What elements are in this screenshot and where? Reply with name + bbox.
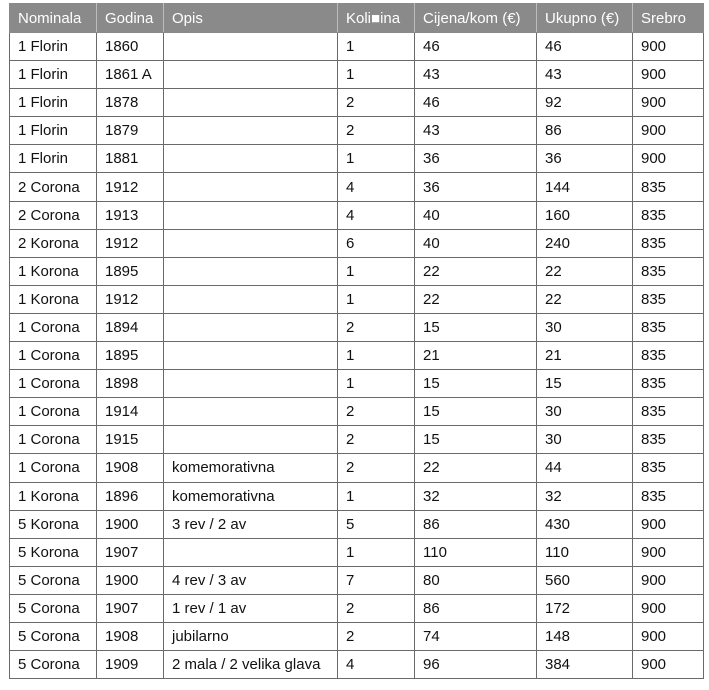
cell-nominala: 5 Korona (10, 510, 97, 538)
coin-table (9, 3, 704, 679)
cell-nominala: 5 Corona (10, 622, 97, 650)
table-row (10, 173, 704, 201)
cell-srebro: 835 (633, 426, 704, 454)
cell-cijena-kom: 86 (415, 510, 537, 538)
cell-nominala: 1 Corona (10, 426, 97, 454)
table-row (10, 622, 704, 650)
cell-nominala: 2 Korona (10, 229, 97, 257)
table-row (10, 117, 704, 145)
table-row (10, 89, 704, 117)
cell-ukupno: 172 (537, 594, 633, 622)
cell-cijena-kom: 15 (415, 398, 537, 426)
cell-srebro: 835 (633, 313, 704, 341)
cell-srebro: 900 (633, 117, 704, 145)
cell-cijena-kom: 110 (415, 538, 537, 566)
cell-kolicina: 2 (338, 594, 415, 622)
cell-kolicina: 2 (338, 454, 415, 482)
cell-kolicina: 2 (338, 426, 415, 454)
cell-godina: 1908 (97, 454, 164, 482)
cell-opis (164, 538, 338, 566)
cell-nominala: 1 Korona (10, 285, 97, 313)
cell-srebro: 835 (633, 201, 704, 229)
cell-ukupno: 46 (537, 33, 633, 61)
table-row (10, 370, 704, 398)
cell-ukupno: 384 (537, 651, 633, 679)
cell-ukupno: 21 (537, 342, 633, 370)
cell-godina: 1913 (97, 201, 164, 229)
table-row (10, 33, 704, 61)
cell-godina: 1900 (97, 566, 164, 594)
cell-ukupno: 44 (537, 454, 633, 482)
cell-nominala: 5 Corona (10, 651, 97, 679)
cell-srebro: 900 (633, 33, 704, 61)
cell-kolicina: 1 (338, 342, 415, 370)
table-row (10, 566, 704, 594)
cell-kolicina: 5 (338, 510, 415, 538)
cell-godina: 1861 A (97, 61, 164, 89)
table-row (10, 61, 704, 89)
cell-kolicina: 7 (338, 566, 415, 594)
cell-kolicina: 1 (338, 61, 415, 89)
cell-godina: 1895 (97, 342, 164, 370)
cell-srebro: 835 (633, 257, 704, 285)
cell-opis: jubilarno (164, 622, 338, 650)
coin-table-container (9, 3, 703, 679)
header-srebro: Srebro (633, 4, 704, 33)
cell-srebro: 900 (633, 510, 704, 538)
cell-godina: 1878 (97, 89, 164, 117)
cell-kolicina: 1 (338, 257, 415, 285)
cell-nominala: 1 Florin (10, 33, 97, 61)
header-godina: Godina (97, 4, 164, 33)
cell-nominala: 5 Korona (10, 538, 97, 566)
cell-opis (164, 117, 338, 145)
cell-srebro: 835 (633, 173, 704, 201)
cell-godina: 1912 (97, 285, 164, 313)
table-row (10, 454, 704, 482)
cell-godina: 1894 (97, 313, 164, 341)
cell-cijena-kom: 21 (415, 342, 537, 370)
cell-srebro: 835 (633, 454, 704, 482)
cell-opis (164, 89, 338, 117)
cell-srebro: 900 (633, 594, 704, 622)
cell-nominala: 5 Corona (10, 566, 97, 594)
cell-srebro: 900 (633, 89, 704, 117)
cell-opis (164, 398, 338, 426)
cell-opis (164, 145, 338, 173)
cell-cijena-kom: 46 (415, 33, 537, 61)
cell-cijena-kom: 96 (415, 651, 537, 679)
cell-srebro: 835 (633, 285, 704, 313)
cell-cijena-kom: 46 (415, 89, 537, 117)
cell-cijena-kom: 22 (415, 454, 537, 482)
cell-cijena-kom: 43 (415, 61, 537, 89)
cell-ukupno: 15 (537, 370, 633, 398)
cell-nominala: 1 Florin (10, 61, 97, 89)
cell-ukupno: 160 (537, 201, 633, 229)
cell-ukupno: 144 (537, 173, 633, 201)
header-row (10, 4, 704, 33)
cell-ukupno: 22 (537, 285, 633, 313)
cell-ukupno: 30 (537, 398, 633, 426)
table-row (10, 285, 704, 313)
cell-cijena-kom: 80 (415, 566, 537, 594)
cell-ukupno: 430 (537, 510, 633, 538)
cell-cijena-kom: 40 (415, 201, 537, 229)
header-nominala: Nominala (10, 4, 97, 33)
cell-nominala: 1 Corona (10, 398, 97, 426)
cell-opis (164, 173, 338, 201)
cell-godina: 1915 (97, 426, 164, 454)
table-row (10, 651, 704, 679)
cell-srebro: 900 (633, 622, 704, 650)
cell-nominala: 1 Florin (10, 89, 97, 117)
cell-godina: 1900 (97, 510, 164, 538)
cell-opis (164, 257, 338, 285)
cell-cijena-kom: 74 (415, 622, 537, 650)
header-cijena-kom: Cijena/kom (€) (415, 4, 537, 33)
cell-kolicina: 4 (338, 651, 415, 679)
cell-godina: 1879 (97, 117, 164, 145)
table-row (10, 594, 704, 622)
cell-ukupno: 240 (537, 229, 633, 257)
cell-opis (164, 342, 338, 370)
table-row (10, 342, 704, 370)
cell-cijena-kom: 36 (415, 173, 537, 201)
cell-godina: 1912 (97, 229, 164, 257)
cell-cijena-kom: 22 (415, 285, 537, 313)
table-row (10, 426, 704, 454)
cell-cijena-kom: 32 (415, 482, 537, 510)
cell-cijena-kom: 22 (415, 257, 537, 285)
table-row (10, 257, 704, 285)
cell-srebro: 900 (633, 61, 704, 89)
cell-nominala: 5 Corona (10, 594, 97, 622)
table-body (10, 33, 704, 679)
cell-srebro: 835 (633, 342, 704, 370)
cell-cijena-kom: 43 (415, 117, 537, 145)
cell-nominala: 1 Korona (10, 482, 97, 510)
cell-opis (164, 33, 338, 61)
cell-opis (164, 229, 338, 257)
cell-ukupno: 560 (537, 566, 633, 594)
cell-godina: 1907 (97, 538, 164, 566)
cell-kolicina: 6 (338, 229, 415, 257)
cell-opis: 1 rev / 1 av (164, 594, 338, 622)
cell-opis (164, 426, 338, 454)
cell-cijena-kom: 40 (415, 229, 537, 257)
cell-kolicina: 2 (338, 398, 415, 426)
table-row (10, 398, 704, 426)
table-row (10, 313, 704, 341)
cell-cijena-kom: 15 (415, 426, 537, 454)
cell-nominala: 1 Korona (10, 257, 97, 285)
cell-srebro: 835 (633, 398, 704, 426)
cell-kolicina: 1 (338, 33, 415, 61)
cell-srebro: 900 (633, 145, 704, 173)
cell-ukupno: 30 (537, 426, 633, 454)
cell-ukupno: 30 (537, 313, 633, 341)
cell-opis (164, 370, 338, 398)
cell-nominala: 1 Florin (10, 145, 97, 173)
cell-opis: komemorativna (164, 454, 338, 482)
table-row (10, 482, 704, 510)
cell-srebro: 835 (633, 482, 704, 510)
cell-kolicina: 1 (338, 482, 415, 510)
cell-kolicina: 1 (338, 538, 415, 566)
table-row (10, 229, 704, 257)
cell-godina: 1914 (97, 398, 164, 426)
cell-godina: 1909 (97, 651, 164, 679)
cell-godina: 1895 (97, 257, 164, 285)
cell-ukupno: 148 (537, 622, 633, 650)
cell-srebro: 900 (633, 651, 704, 679)
cell-godina: 1907 (97, 594, 164, 622)
cell-opis (164, 201, 338, 229)
cell-nominala: 1 Corona (10, 454, 97, 482)
cell-ukupno: 110 (537, 538, 633, 566)
cell-srebro: 900 (633, 566, 704, 594)
cell-godina: 1881 (97, 145, 164, 173)
cell-kolicina: 1 (338, 145, 415, 173)
cell-opis (164, 313, 338, 341)
table-row (10, 538, 704, 566)
cell-godina: 1860 (97, 33, 164, 61)
cell-opis: 4 rev / 3 av (164, 566, 338, 594)
cell-kolicina: 1 (338, 370, 415, 398)
header-ukupno: Ukupno (€) (537, 4, 633, 33)
cell-cijena-kom: 15 (415, 313, 537, 341)
cell-opis (164, 285, 338, 313)
cell-kolicina: 4 (338, 201, 415, 229)
cell-godina: 1912 (97, 173, 164, 201)
cell-nominala: 1 Corona (10, 342, 97, 370)
cell-opis: 2 mala / 2 velika glava (164, 651, 338, 679)
cell-nominala: 1 Corona (10, 313, 97, 341)
header-opis: Opis (164, 4, 338, 33)
cell-opis (164, 61, 338, 89)
cell-kolicina: 1 (338, 285, 415, 313)
cell-godina: 1898 (97, 370, 164, 398)
cell-kolicina: 4 (338, 173, 415, 201)
cell-srebro: 835 (633, 370, 704, 398)
cell-ukupno: 43 (537, 61, 633, 89)
cell-opis: 3 rev / 2 av (164, 510, 338, 538)
cell-kolicina: 2 (338, 89, 415, 117)
cell-cijena-kom: 36 (415, 145, 537, 173)
cell-godina: 1896 (97, 482, 164, 510)
cell-srebro: 835 (633, 229, 704, 257)
cell-ukupno: 32 (537, 482, 633, 510)
cell-godina: 1908 (97, 622, 164, 650)
table-header (10, 4, 704, 33)
cell-cijena-kom: 86 (415, 594, 537, 622)
cell-cijena-kom: 15 (415, 370, 537, 398)
cell-kolicina: 2 (338, 313, 415, 341)
cell-ukupno: 92 (537, 89, 633, 117)
cell-opis: komemorativna (164, 482, 338, 510)
cell-ukupno: 36 (537, 145, 633, 173)
cell-ukupno: 86 (537, 117, 633, 145)
cell-nominala: 1 Florin (10, 117, 97, 145)
cell-kolicina: 2 (338, 622, 415, 650)
cell-srebro: 900 (633, 538, 704, 566)
cell-ukupno: 22 (537, 257, 633, 285)
cell-kolicina: 2 (338, 117, 415, 145)
table-row (10, 201, 704, 229)
table-row (10, 510, 704, 538)
header-kolicina: Koli■ina (338, 4, 415, 33)
table-row (10, 145, 704, 173)
cell-nominala: 1 Corona (10, 370, 97, 398)
cell-nominala: 2 Corona (10, 201, 97, 229)
cell-nominala: 2 Corona (10, 173, 97, 201)
